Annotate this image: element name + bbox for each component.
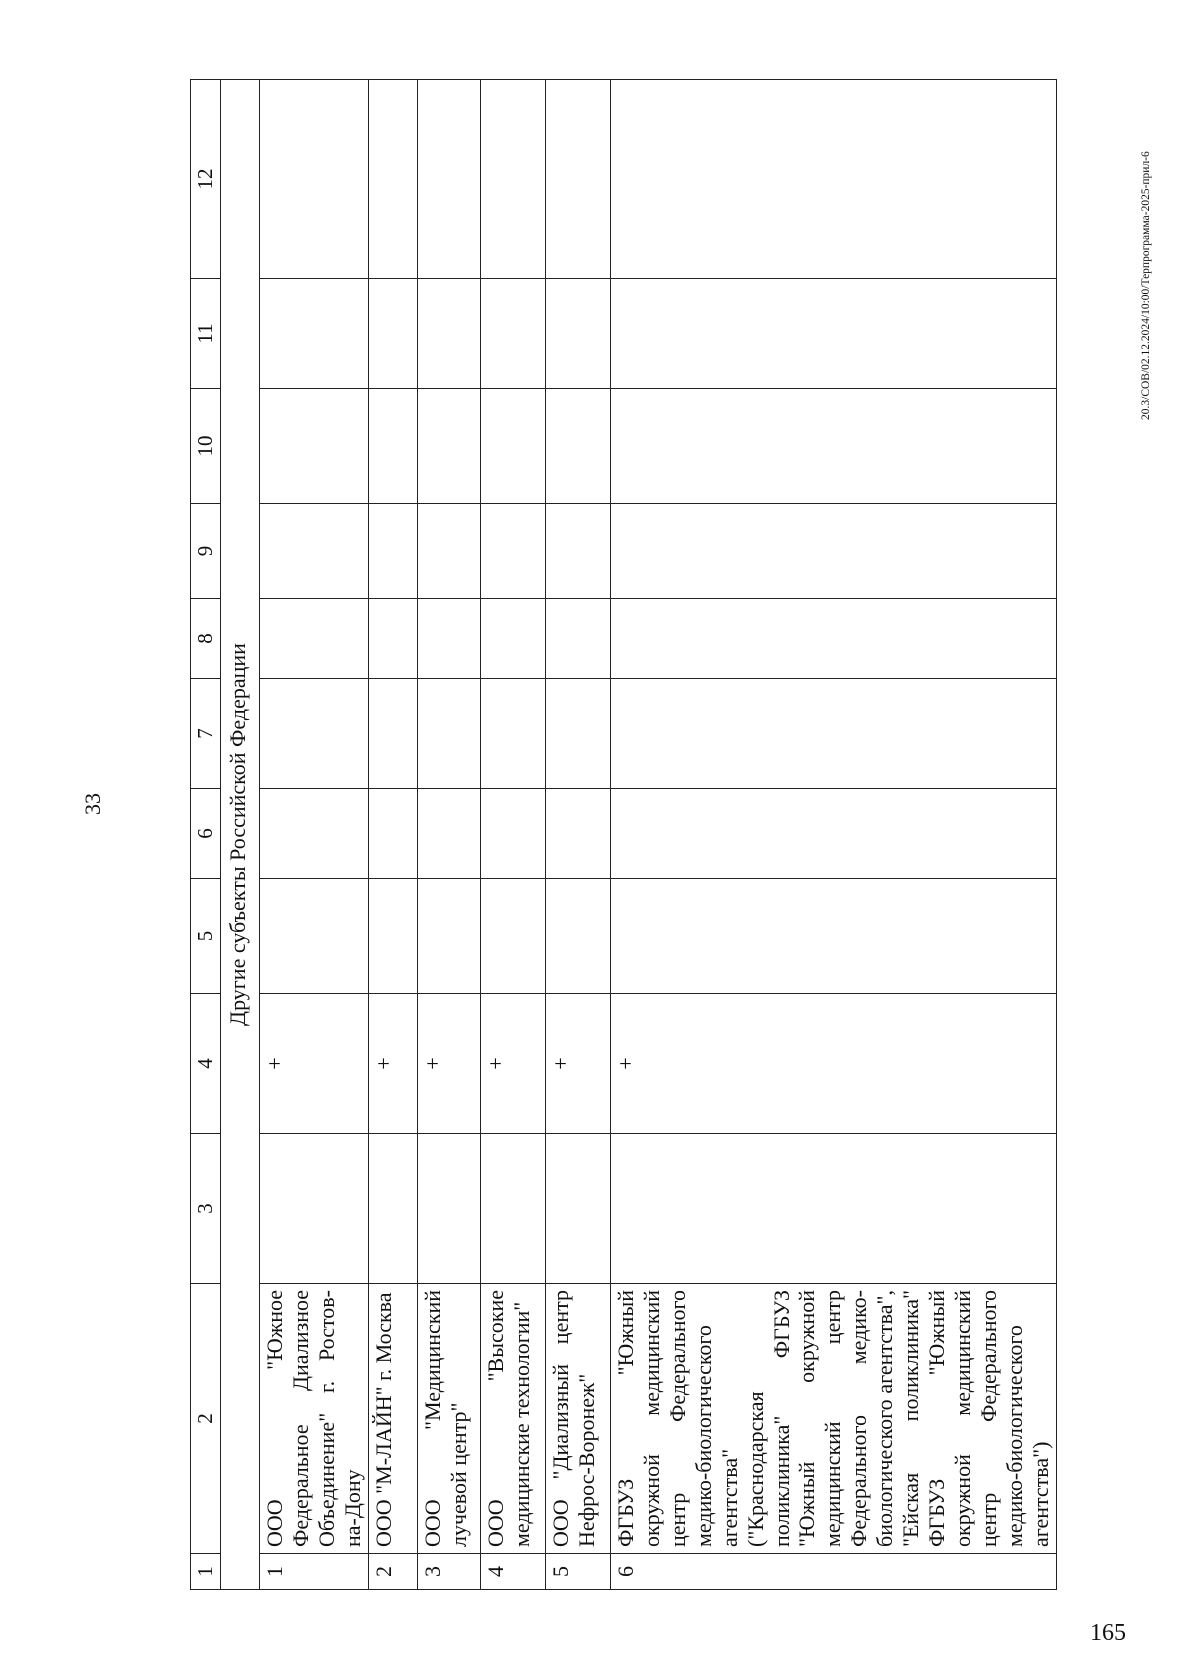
row-number: 6 <box>610 1554 1056 1590</box>
col-header-11: 11 <box>191 279 221 389</box>
col-header-10: 10 <box>191 389 221 504</box>
cell-col11 <box>417 279 480 389</box>
cell-col6 <box>545 789 610 879</box>
cell-col8 <box>480 599 545 679</box>
cell-col6 <box>610 789 1056 879</box>
col-header-5: 5 <box>191 879 221 994</box>
cell-col9 <box>417 504 480 599</box>
organization-name: ООО "Южное Федеральное Диализное Объединение" г. Ростов-на-Дону <box>260 1284 369 1554</box>
cell-col11 <box>260 279 369 389</box>
cell-col11 <box>545 279 610 389</box>
col-header-12: 12 <box>191 80 221 279</box>
cell-col7 <box>417 679 480 789</box>
organization-name: ООО "Высокие медицинские технологии" <box>480 1284 545 1554</box>
cell-col9 <box>480 504 545 599</box>
table-row <box>545 80 610 1590</box>
row-number: 4 <box>480 1554 545 1590</box>
cell-col9 <box>545 504 610 599</box>
col-header-6: 6 <box>191 789 221 879</box>
row-number: 2 <box>368 1554 417 1590</box>
cell-col3 <box>368 1134 417 1284</box>
medical-organizations-table <box>190 79 1057 1590</box>
cell-col5 <box>480 879 545 994</box>
cell-col7 <box>368 679 417 789</box>
cell-col5 <box>610 879 1056 994</box>
cell-col6 <box>417 789 480 879</box>
cell-col4-mark: + <box>417 994 480 1134</box>
col-header-7: 7 <box>191 679 221 789</box>
cell-col4-mark: + <box>610 994 1056 1134</box>
cell-col12 <box>260 80 369 279</box>
cell-col10 <box>545 389 610 504</box>
col-header-2: 2 <box>191 1284 221 1554</box>
col-header-1: 1 <box>191 1554 221 1590</box>
cell-col10 <box>417 389 480 504</box>
cell-col4-mark: + <box>480 994 545 1134</box>
cell-col3 <box>260 1134 369 1284</box>
cell-col3 <box>417 1134 480 1284</box>
cell-col9 <box>610 504 1056 599</box>
cell-col7 <box>545 679 610 789</box>
table-row <box>368 80 417 1590</box>
cell-col12 <box>545 80 610 279</box>
cell-col12 <box>417 80 480 279</box>
cell-col6 <box>368 789 417 879</box>
cell-col9 <box>368 504 417 599</box>
cell-col3 <box>610 1134 1056 1284</box>
cell-col10 <box>480 389 545 504</box>
organization-name: ООО "М-ЛАЙН" г. Москва <box>368 1284 417 1554</box>
cell-col11 <box>610 279 1056 389</box>
cell-col5 <box>260 879 369 994</box>
cell-col12 <box>368 80 417 279</box>
table-row <box>610 80 1056 1590</box>
section-title: Другие субъекты Российской Федерации <box>221 80 260 1590</box>
page-number-top: 33 <box>80 793 105 815</box>
document-code: 20.3/СОВ/02.12.2024/10:00/Терпрограмма-2025-прил-6 <box>1140 151 1152 420</box>
cell-col4-mark: + <box>260 994 369 1134</box>
cell-col9 <box>260 504 369 599</box>
cell-col7 <box>610 679 1056 789</box>
cell-col5 <box>368 879 417 994</box>
row-number: 3 <box>417 1554 480 1590</box>
cell-col8 <box>368 599 417 679</box>
cell-col3 <box>545 1134 610 1284</box>
col-header-9: 9 <box>191 504 221 599</box>
organization-name: ООО "Диализный центр Нефрос-Воронеж" <box>545 1284 610 1554</box>
cell-col3 <box>480 1134 545 1284</box>
cell-col10 <box>610 389 1056 504</box>
cell-col12 <box>610 80 1056 279</box>
cell-col8 <box>260 599 369 679</box>
cell-col5 <box>545 879 610 994</box>
cell-col8 <box>417 599 480 679</box>
cell-col5 <box>417 879 480 994</box>
cell-col7 <box>260 679 369 789</box>
section-row <box>221 80 260 1590</box>
cell-col4-mark: + <box>368 994 417 1134</box>
row-number: 5 <box>545 1554 610 1590</box>
col-header-3: 3 <box>191 1134 221 1284</box>
cell-col10 <box>368 389 417 504</box>
cell-col6 <box>480 789 545 879</box>
organization-name: ООО "Медицинский лучевой центр" <box>417 1284 480 1554</box>
cell-col12 <box>480 80 545 279</box>
col-header-8: 8 <box>191 599 221 679</box>
cell-col8 <box>610 599 1056 679</box>
cell-col6 <box>260 789 369 879</box>
row-number: 1 <box>260 1554 369 1590</box>
cell-col11 <box>480 279 545 389</box>
table-row <box>260 80 369 1590</box>
cell-col8 <box>545 599 610 679</box>
table-row <box>417 80 480 1590</box>
cell-col11 <box>368 279 417 389</box>
cell-col7 <box>480 679 545 789</box>
cell-col10 <box>260 389 369 504</box>
organization-name: ФГБУЗ "Южный окружной медицинский центр Федерального медико-биологического агентства" ("Краснодарская поликлиника" ФГБУЗ "Южный окружной медицинский центр Федерального медико-биологического агентства", "Ейская поликлиника" ФГБУЗ "Южный окружной медицинский центр Федерального медико-биологического агентства") <box>610 1284 1056 1554</box>
column-numbers-row <box>191 80 221 1590</box>
table-row <box>480 80 545 1590</box>
page-number-bottom: 165 <box>1090 1620 1126 1646</box>
col-header-4: 4 <box>191 994 221 1134</box>
rotated-table-container <box>190 80 1055 1590</box>
cell-col4-mark: + <box>545 994 610 1134</box>
